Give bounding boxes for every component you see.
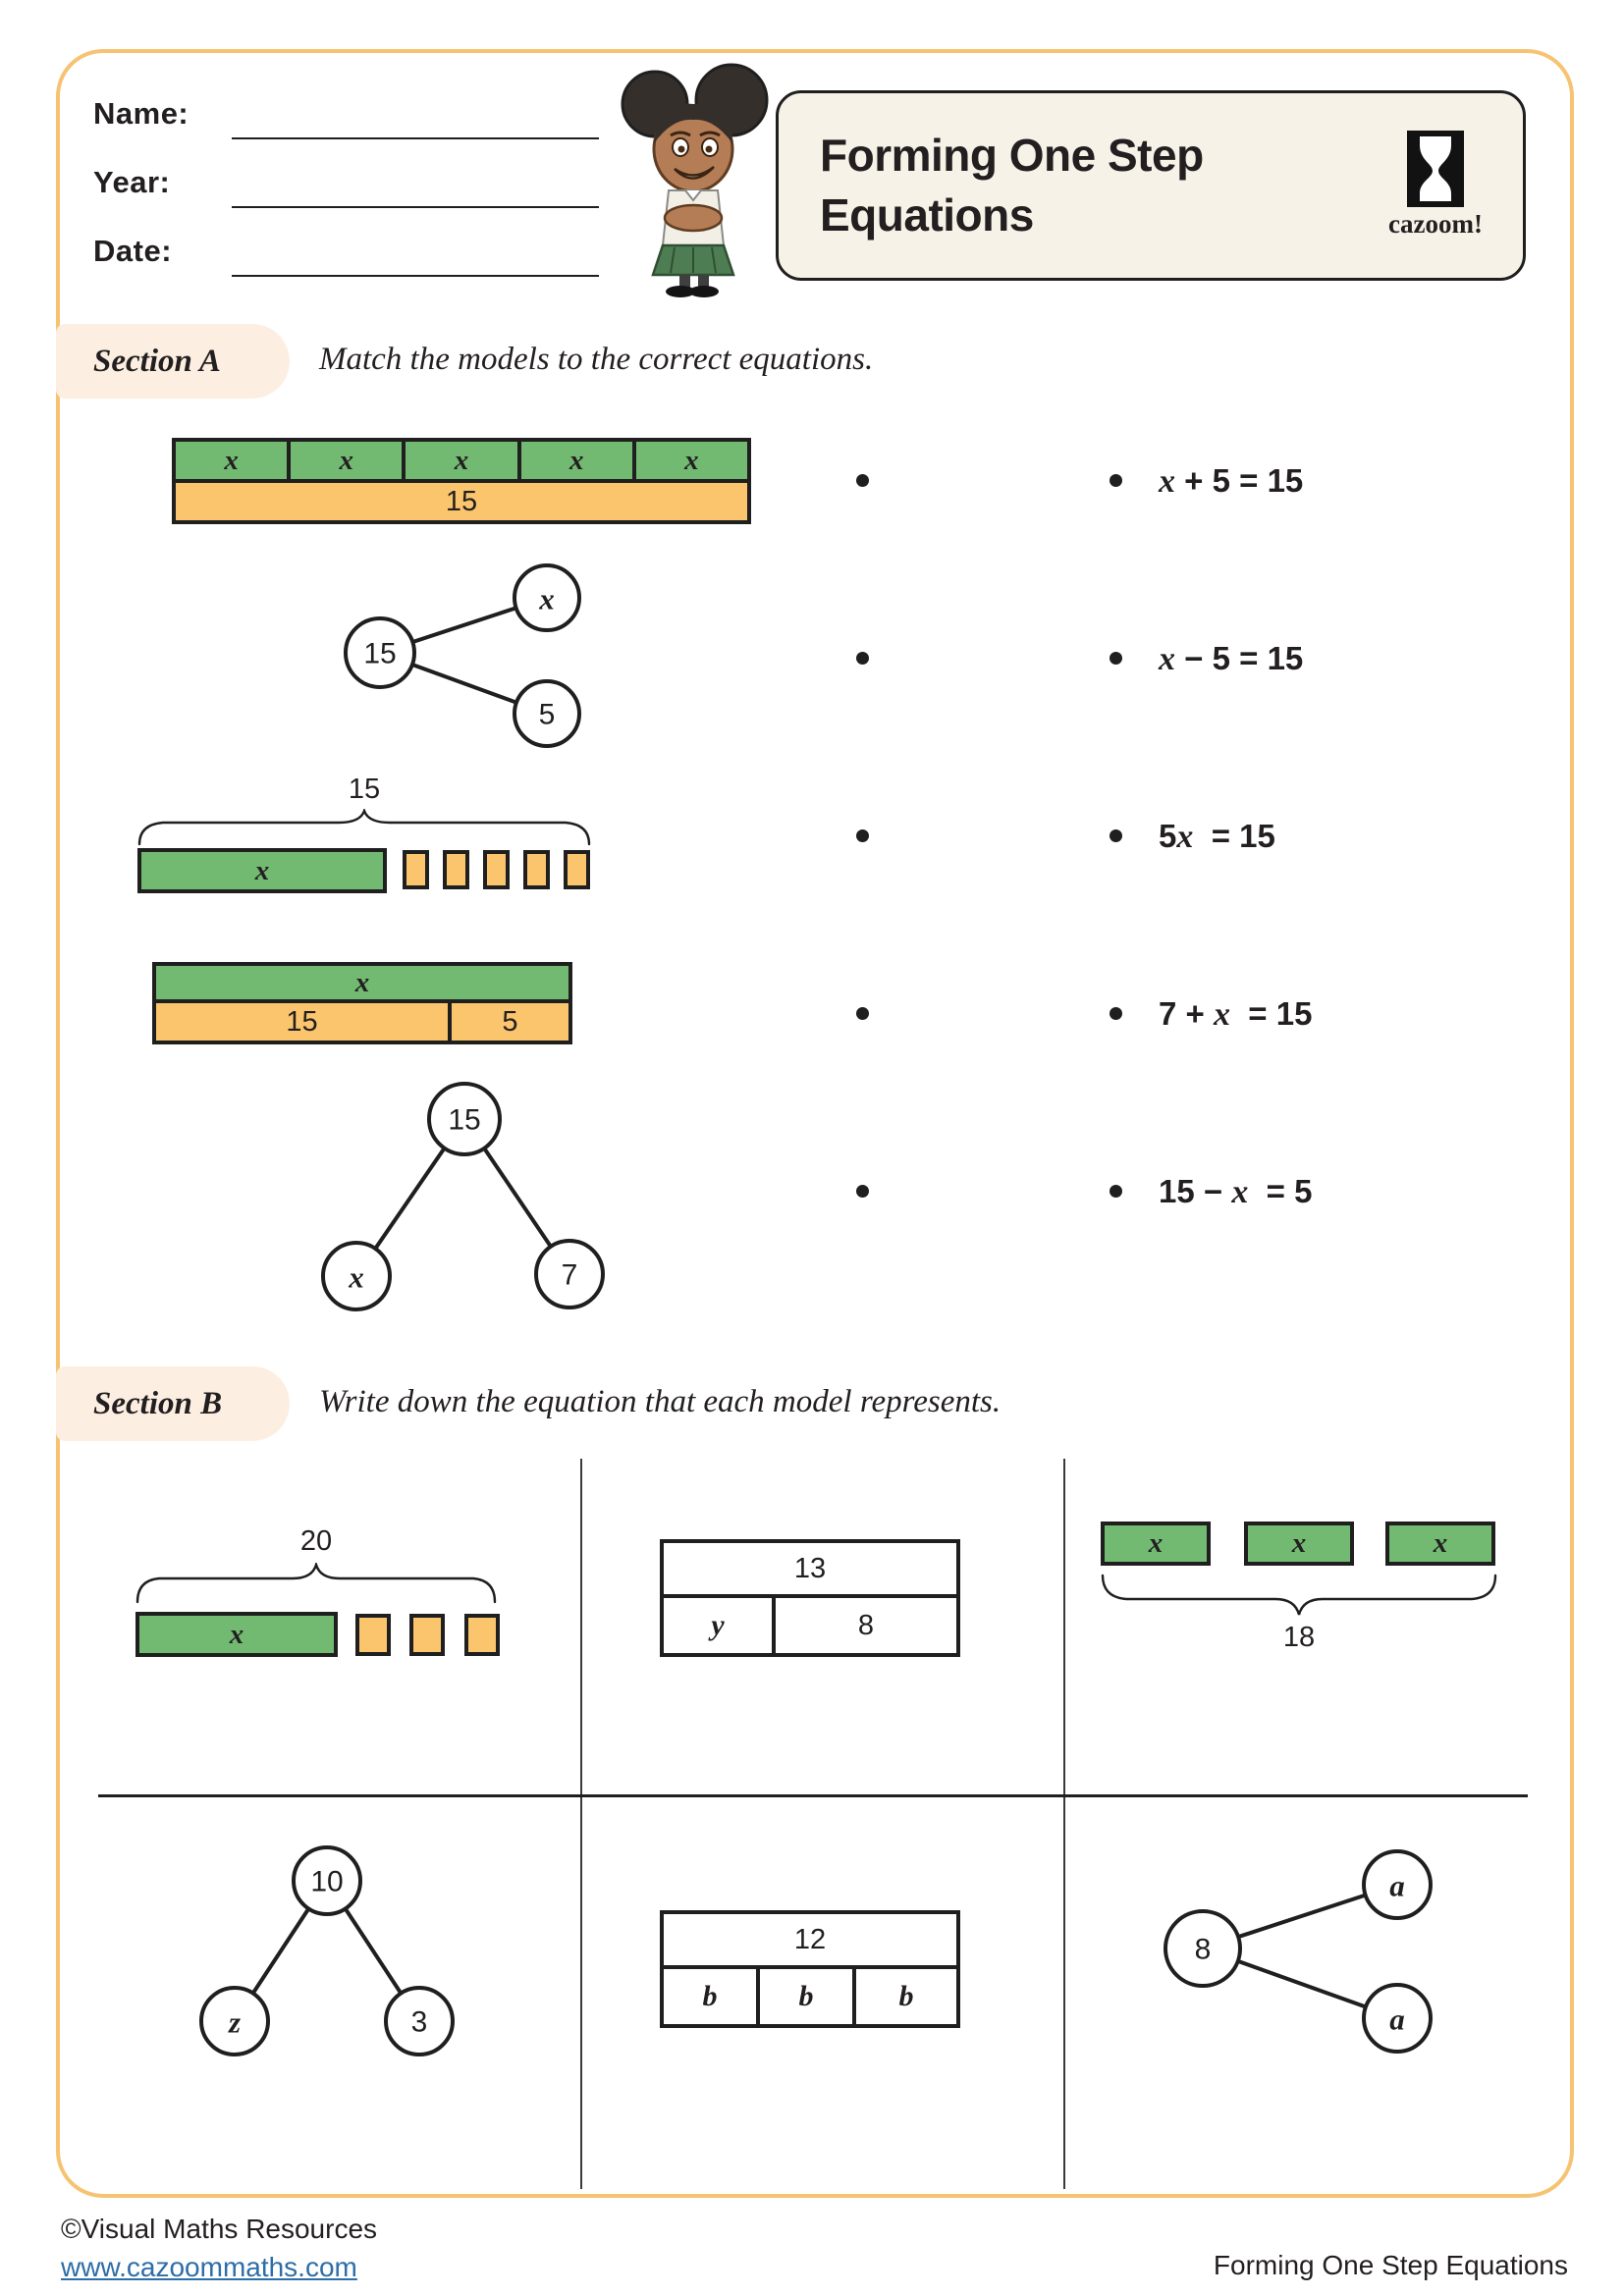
equation-variable: x	[1159, 641, 1175, 677]
b4-right-label: 3	[410, 2005, 428, 2039]
match-dot-right-1	[1110, 474, 1122, 487]
b3-box-x: x	[1385, 1522, 1495, 1566]
bar-top-x: x	[156, 966, 568, 999]
equation-5	[1159, 1170, 1312, 1214]
student-character-illustration	[604, 59, 785, 299]
name-field-label: Name:	[93, 96, 189, 131]
equation-variable: x	[1159, 463, 1175, 500]
equation-number: = 5	[1248, 1173, 1313, 1209]
b3-under-brace	[1101, 1574, 1497, 1619]
unit-square	[403, 850, 429, 889]
equation-number: = 15	[1229, 995, 1313, 1032]
b5-cell-b: b	[664, 1969, 760, 2024]
equation-1	[1159, 459, 1303, 504]
year-field-line	[232, 206, 599, 208]
b6-part-bottom-label: a	[1389, 2002, 1405, 2037]
equation-number: 15 −	[1159, 1173, 1232, 1209]
cazoom-logo	[1378, 131, 1493, 240]
equation-variable: x	[1213, 996, 1230, 1033]
match-dot-right-3	[1110, 829, 1122, 842]
model-bar-5x	[172, 438, 751, 524]
model-part-whole-circles	[319, 555, 604, 751]
section-a-badge-label: Section A	[93, 343, 221, 379]
b3-box-x: x	[1101, 1522, 1211, 1566]
b6-part-top-label: a	[1389, 1868, 1405, 1903]
b6-whole-label: 8	[1194, 1933, 1212, 1966]
match-dot-right-4	[1110, 1007, 1122, 1020]
equation-3	[1159, 815, 1275, 859]
equation-variable: x	[1176, 819, 1194, 855]
footer-worksheet-title: Forming One Step Equations	[1213, 2250, 1568, 2280]
match-dot-left-2	[856, 652, 869, 665]
cazoom-logo-text: cazoom!	[1388, 209, 1483, 239]
page-title-line2: Equations	[820, 189, 1034, 240]
page-title	[779, 126, 1204, 244]
b5-cell-b: b	[898, 1980, 914, 2012]
model-b5-bar	[660, 1910, 960, 2028]
bar-cell-x: x	[176, 442, 291, 479]
tree-left-label: x	[349, 1259, 364, 1295]
tree-top-label: 15	[448, 1103, 481, 1137]
b4-left-label: z	[228, 2004, 242, 2040]
section-a-instruction: Match the models to the correct equations.	[319, 342, 874, 377]
equation-4	[1159, 992, 1312, 1037]
cazoom-hourglass-icon	[1407, 131, 1464, 207]
b4-top-label: 10	[310, 1865, 344, 1898]
equation-number: − 5 = 15	[1175, 640, 1304, 676]
model-bar-split	[152, 962, 572, 1044]
b3-box-x: x	[1244, 1522, 1354, 1566]
bar-right-5: 5	[452, 1003, 568, 1041]
match-dot-right-2	[1110, 652, 1122, 665]
over-brace	[137, 809, 591, 848]
bar-cell-x: x	[521, 442, 636, 479]
circle-whole-label: 15	[363, 637, 397, 670]
unit-square	[443, 850, 469, 889]
model-part-whole-circles-8	[1149, 1836, 1443, 2056]
equation-variable: x	[1231, 1174, 1249, 1210]
tree-right-label: 7	[561, 1258, 578, 1292]
unit-square	[523, 850, 550, 889]
equation-number: = 15	[1193, 818, 1275, 854]
b5-cell-b: b	[760, 1969, 856, 2024]
model-b2-bar	[660, 1539, 960, 1657]
match-dot-left-1	[856, 474, 869, 487]
section-b-badge	[56, 1366, 290, 1441]
b3-total-label: 18	[1282, 1622, 1316, 1653]
footer-copyright: ©Visual Maths Resources	[61, 2214, 378, 2244]
title-box	[776, 90, 1526, 281]
unit-square	[564, 850, 590, 889]
b2-right-label: 8	[857, 1609, 875, 1641]
circle-part-bottom-label: 5	[538, 698, 556, 731]
model-tree-10	[187, 1832, 471, 2062]
section-b-badge-label: Section B	[93, 1385, 223, 1421]
b1-bar-x: x	[135, 1612, 338, 1657]
match-dot-right-5	[1110, 1185, 1122, 1198]
brace-total-label: 15	[348, 774, 381, 805]
grid-vertical-divider-1	[580, 1459, 582, 2189]
match-dot-left-3	[856, 829, 869, 842]
date-field-line	[232, 275, 599, 277]
date-field-label: Date:	[93, 234, 173, 268]
equation-number: 7 +	[1159, 995, 1214, 1032]
footer-website-link[interactable]: www.cazoommaths.com	[61, 2252, 357, 2282]
b1-over-brace	[135, 1563, 497, 1606]
equation-number: + 5 = 15	[1175, 462, 1304, 499]
b2-left-label: y	[664, 1598, 776, 1653]
bar-total: 15	[176, 483, 747, 520]
year-field-label: Year:	[93, 165, 171, 199]
equation-number: 5	[1159, 818, 1177, 854]
circle-part-top-label: x	[539, 581, 555, 616]
match-dot-left-4	[856, 1007, 869, 1020]
brace-bar-x: x	[137, 848, 387, 893]
b2-top-label: 13	[793, 1552, 827, 1584]
bar-cell-x: x	[291, 442, 406, 479]
unit-square	[464, 1614, 500, 1656]
bar-cell-x: x	[406, 442, 520, 479]
unit-square	[483, 850, 510, 889]
grid-horizontal-divider	[98, 1794, 1528, 1797]
equation-2	[1159, 637, 1303, 681]
b5-top-label: 12	[793, 1923, 827, 1955]
bar-left-15: 15	[156, 1003, 452, 1041]
page-title-line1: Forming One Step	[820, 130, 1204, 182]
section-b-instruction: Write down the equation that each model represents.	[319, 1384, 1001, 1419]
match-dot-left-5	[856, 1185, 869, 1198]
unit-square	[355, 1614, 391, 1656]
bar-cell-x: x	[636, 442, 747, 479]
model-tree-15	[304, 1068, 609, 1318]
section-a-badge	[56, 324, 290, 399]
grid-vertical-divider-2	[1063, 1459, 1065, 2189]
name-field-line	[232, 137, 599, 139]
unit-square	[409, 1614, 445, 1656]
b1-total-label: 20	[299, 1525, 333, 1557]
